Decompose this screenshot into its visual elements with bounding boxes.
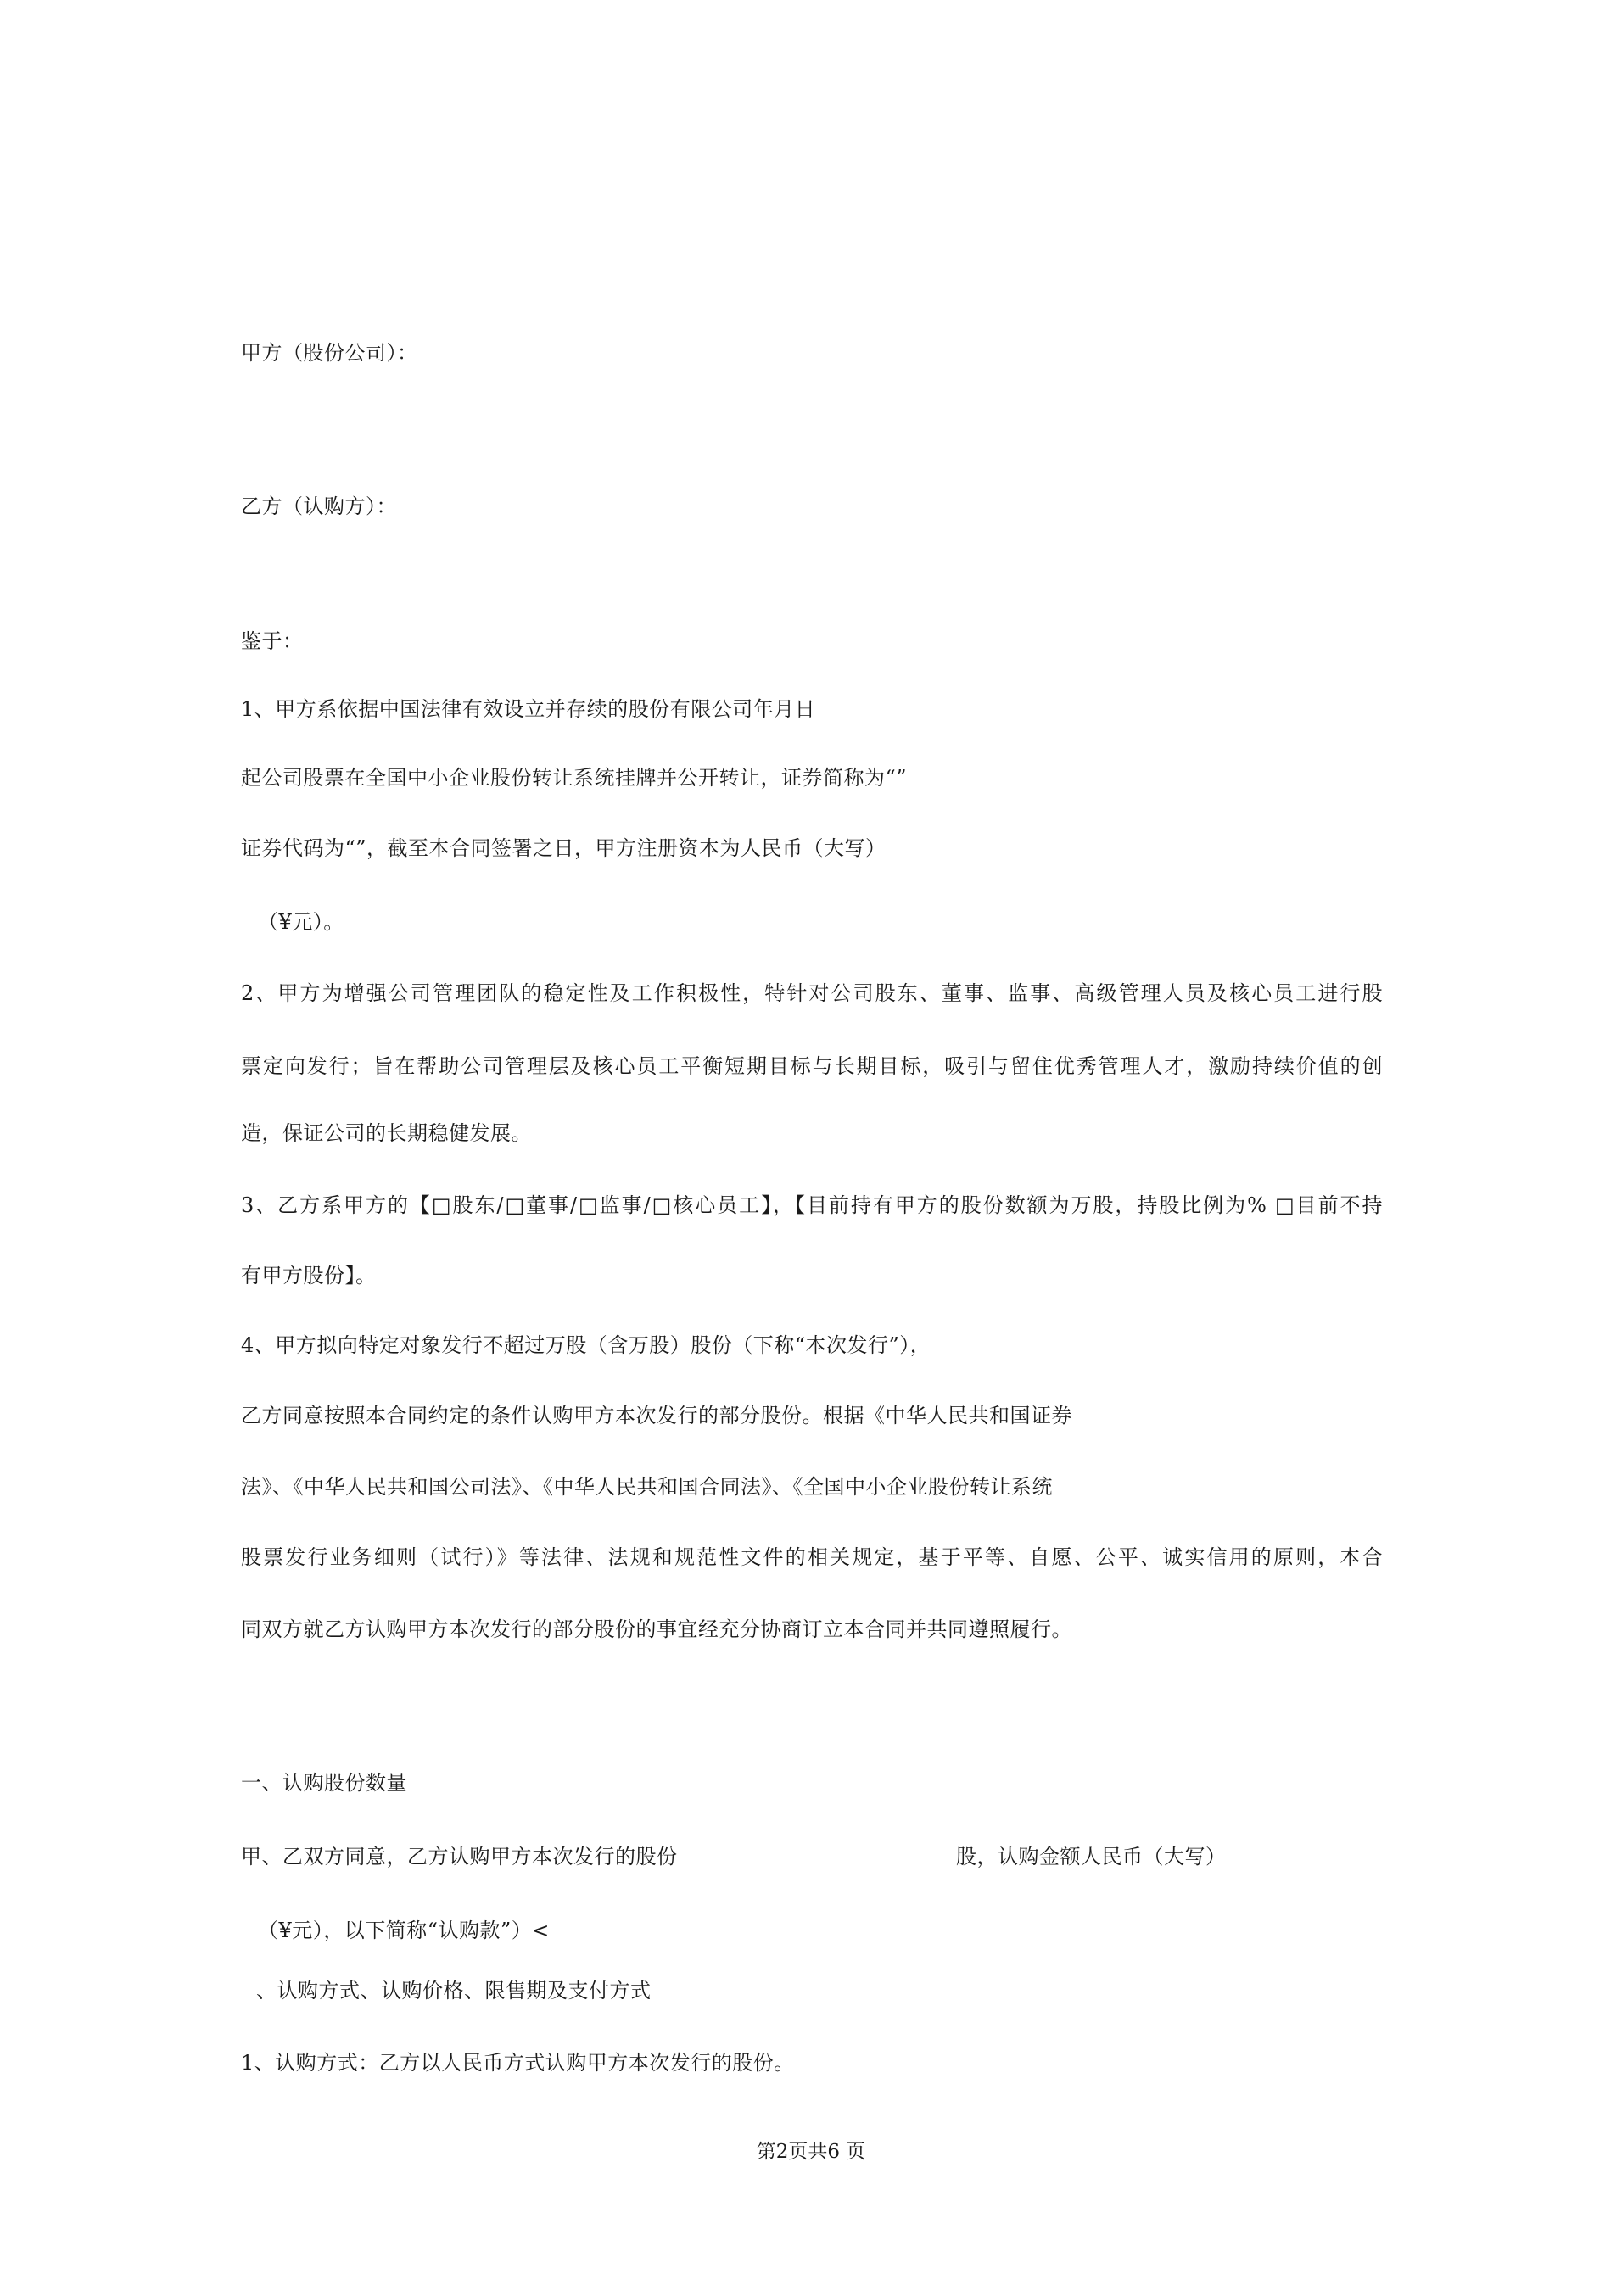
section1-line2: （¥元），以下简称“认购款”）<	[258, 1919, 550, 1942]
whereas-heading: 鉴于：	[241, 629, 304, 653]
page-number-footer: 第2页共6 页	[756, 2141, 866, 2163]
section1-title: 一、认购股份数量	[241, 1771, 407, 1795]
item4-line5: 同双方就乙方认购甲方本次发行的部分股份的事宜经充分协商订立本合同并共同遵照履行。	[241, 1617, 1072, 1641]
section1-line1a: 甲、乙双方同意，乙方认购甲方本次发行的股份	[241, 1845, 678, 1869]
party-a-line: 甲方（股份公司）：	[241, 341, 418, 365]
item2-line2: 票定向发行；旨在帮助公司管理层及核心员工平衡短期目标与长期目标，吸引与留住优秀管理人才，激励持续价值的创	[241, 1054, 1383, 1078]
item4-line4: 股票发行业务细则（试行）》等法律、法规和规范性文件的相关规定，基于平等、自愿、公平、诚实信用的原则，本合	[241, 1545, 1383, 1569]
item2-line1: 2、甲方为增强公司管理团队的稳定性及工作积极性，特针对公司股东、董事、监事、高级管理人员及核心员工进行股	[241, 981, 1383, 1005]
section2-title: 、认购方式、认购价格、限售期及支付方式	[256, 1979, 652, 2003]
item4-line2: 乙方同意按照本合同约定的条件认购甲方本次发行的部分股份。根据《中华人民共和国证券	[241, 1404, 1072, 1427]
item1-line3: 证券代码为“”，截至本合同签署之日，甲方注册资本为人民币（大写）	[241, 836, 887, 860]
item2-line3: 造，保证公司的长期稳健发展。	[241, 1121, 532, 1145]
item4-line3: 法》、《中华人民共和国公司法》、《中华人民共和国合同法》、《全国中小企业股份转让系统	[241, 1475, 1053, 1499]
item1-line4: （¥元）。	[258, 910, 344, 934]
item1-line2: 起公司股票在全国中小企业股份转让系统挂牌并公开转让，证券简称为“”	[241, 766, 908, 790]
item3-line2: 有甲方股份】。	[241, 1264, 377, 1288]
item4-line1: 4、甲方拟向特定对象发行不超过万股（含万股）股份（下称“本次发行”），	[241, 1333, 931, 1357]
item1-line1: 1、甲方系依据中国法律有效设立并存续的股份有限公司年月日	[241, 697, 816, 721]
section1-line1b: 股，认购金额人民币（大写）	[956, 1845, 1227, 1869]
section2-item1: 1、认购方式：乙方以人民币方式认购甲方本次发行的股份。	[241, 2051, 795, 2075]
item3-line1: 3、乙方系甲方的【□股东/□董事/□监事/□核心员工】，【目前持有甲方的股份数额为万股，持股比例为% □目前不持	[241, 1193, 1383, 1217]
party-b-line: 乙方（认购方）：	[241, 494, 397, 518]
